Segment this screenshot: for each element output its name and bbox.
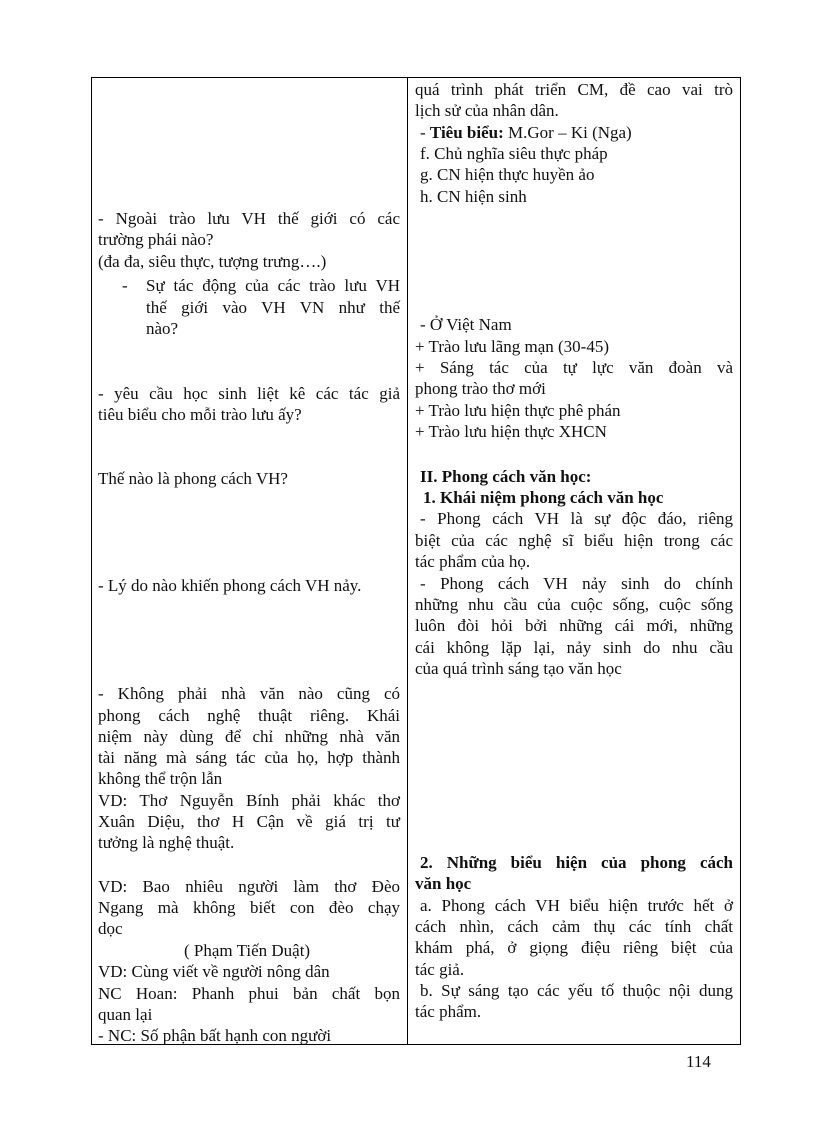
representative-line bbox=[420, 122, 632, 143]
question-line: Thế nào là phong cách VH? bbox=[98, 469, 288, 488]
paragraph-line: - Phong cách VH nảy sinh do chính bbox=[420, 574, 733, 593]
example-line: - NC: Số phận bất hạnh con người bbox=[98, 1026, 332, 1045]
list-item: + Trào lưu hiện thực phê phán bbox=[415, 401, 621, 420]
list-item: + Trào lưu lãng mạn (30-45) bbox=[415, 337, 609, 356]
list-item: phong trào thơ mới bbox=[415, 379, 546, 398]
paragraph-line: b. Sự sáng tạo các yếu tố thuộc nội dung bbox=[420, 981, 733, 1000]
list-item: + Trào lưu hiện thực XHCN bbox=[415, 422, 607, 441]
paragraph-line: cái không lặp lại, nảy sinh do nhu cầu bbox=[415, 638, 733, 657]
paragraph-line: phong cách nghệ thuật riêng. Khái bbox=[98, 706, 400, 725]
paragraph-line: biệt của các nghệ sĩ biểu hiện trong các bbox=[415, 531, 733, 550]
example-line: NC Hoan: Phanh phui bản chất bọn bbox=[98, 984, 400, 1003]
question-line: - Lý do nào khiến phong cách VH nảy. bbox=[98, 576, 362, 595]
dash: - bbox=[420, 123, 430, 142]
paragraph-line: khám phá, ở giọng điệu riêng biệt của bbox=[415, 938, 733, 957]
paragraph-line: - Phong cách VH là sự độc đáo, riêng bbox=[420, 509, 733, 528]
example-line: tưởng là nghệ thuật. bbox=[98, 833, 235, 852]
paragraph-line: tài năng mà sáng tác của họ, hợp thành bbox=[98, 748, 400, 767]
section-heading: II. Phong cách văn học: bbox=[420, 467, 592, 486]
list-item: h. CN hiện sinh bbox=[420, 187, 527, 206]
question-line: - Ngoài trào lưu VH thế giới có các bbox=[98, 209, 400, 228]
question-line: - yêu cầu học sinh liệt kê các tác giả bbox=[98, 384, 400, 403]
paragraph-line: tác giả. bbox=[415, 960, 465, 979]
example-line: VD: Cùng viết về người nông dân bbox=[98, 962, 330, 981]
paragraph-line: niệm này dùng để chỉ những nhà văn bbox=[98, 727, 400, 746]
question-line: tiêu biểu cho mỗi trào lưu ấy? bbox=[98, 405, 302, 424]
question-line: trường phái nào? bbox=[98, 230, 214, 249]
example-line: VD: Bao nhiêu người làm thơ Đèo bbox=[98, 877, 400, 896]
subsection-heading: văn học bbox=[415, 874, 472, 893]
paragraph-line: những nhu cầu của cuộc sống, cuộc sống bbox=[415, 595, 733, 614]
paragraph-line: - Không phải nhà văn nào cũng có bbox=[98, 684, 400, 703]
example-author: ( Phạm Tiến Duật) bbox=[184, 941, 311, 960]
list-item: + Sáng tác của tự lực văn đoàn và bbox=[415, 358, 733, 377]
paragraph-line: quá trình phát triển CM, đề cao vai trò bbox=[415, 80, 733, 99]
bullet-dash: - bbox=[122, 276, 128, 295]
question-line: Sự tác động của các trào lưu VH bbox=[146, 276, 400, 295]
list-item: g. CN hiện thực huyền ảo bbox=[420, 165, 595, 184]
representative-label: Tiêu biểu: bbox=[429, 123, 504, 142]
question-line: thế giới vào VH VN như thế bbox=[146, 298, 400, 317]
page-number: 114 bbox=[686, 1052, 711, 1071]
example-line: Ngang mà không biết con đèo chạy bbox=[98, 898, 400, 917]
example-line: dọc bbox=[98, 919, 123, 938]
example-line: quan lại bbox=[98, 1005, 153, 1024]
example-line: VD: Thơ Nguyễn Bính phải khác thơ bbox=[98, 791, 400, 810]
representative-value: M.Gor – Ki (Nga) bbox=[503, 123, 632, 142]
paragraph-line: luôn đòi hỏi bởi những cái mới, những bbox=[415, 616, 733, 635]
column-divider bbox=[407, 77, 408, 1045]
paragraph-line: cách nhìn, cách cảm thụ các tính chất bbox=[415, 917, 733, 936]
example-line: Xuân Diệu, thơ H Cận về giá trị tư bbox=[98, 812, 400, 831]
subsection-heading: 2. Những biểu hiện của phong cách bbox=[420, 853, 733, 872]
list-item: - Ở Việt Nam bbox=[420, 315, 512, 334]
list-item: f. Chủ nghĩa siêu thực pháp bbox=[420, 144, 608, 163]
paragraph-line: lịch sử của nhân dân. bbox=[415, 101, 559, 120]
paragraph-line: a. Phong cách VH biểu hiện trước hết ở bbox=[420, 896, 733, 915]
subsection-heading: 1. Khái niệm phong cách văn học bbox=[423, 488, 664, 507]
paragraph-line: của quá trình sáng tạo văn học bbox=[415, 659, 622, 678]
question-line: nào? bbox=[146, 319, 179, 338]
paragraph-line: tác phẩm. bbox=[415, 1002, 482, 1021]
question-note: (đa đa, siêu thực, tượng trưng….) bbox=[98, 252, 327, 271]
paragraph-line: tác phẩm của họ. bbox=[415, 552, 531, 571]
paragraph-line: không thể trộn lẫn bbox=[98, 769, 223, 788]
